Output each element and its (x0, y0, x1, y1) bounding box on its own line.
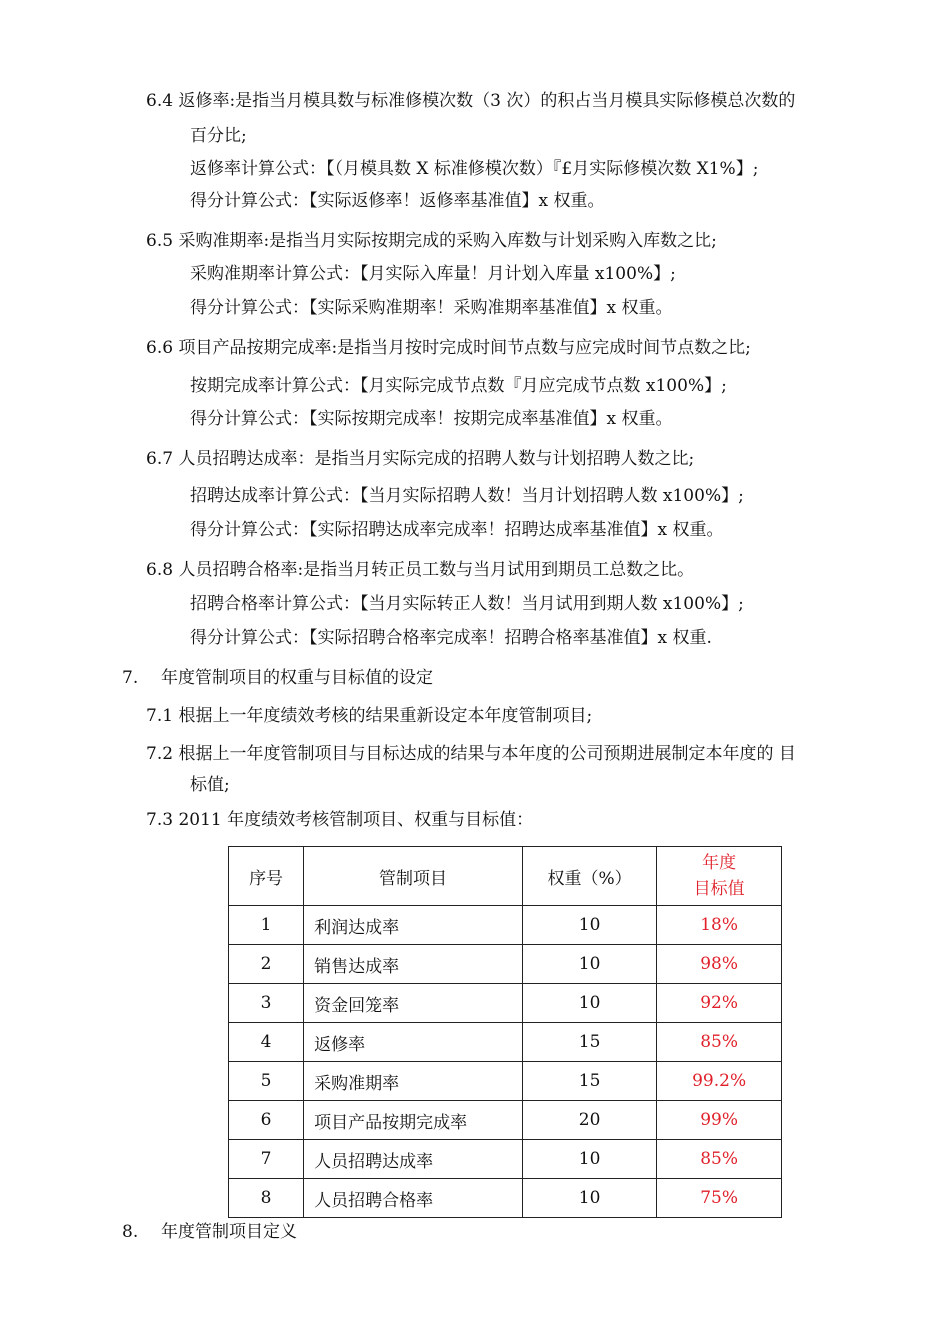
cell-weight: 20 (522, 1101, 656, 1140)
item-6-6: 6.6 项目产品按期完成率:是指当月按时完成时间节点数与应完成时间节点数之比; (146, 338, 751, 358)
item-6-5: 6.5 采购准期率:是指当月实际按期完成的采购入库数与计划采购入库数之比; (146, 231, 717, 251)
header-target-line2: 目标值 (693, 879, 745, 899)
cell-target: 92% (657, 984, 782, 1023)
header-no: 序号 (229, 847, 304, 906)
cell-no: 6 (229, 1101, 304, 1140)
cell-item: 资金回笼率 (304, 984, 523, 1023)
cell-item: 人员招聘合格率 (304, 1179, 523, 1218)
section-7-number: 7. (122, 668, 139, 688)
section-8-title: 年度管制项目定义 (161, 1222, 297, 1242)
cell-item: 人员招聘达成率 (304, 1140, 523, 1179)
cell-weight: 10 (522, 1140, 656, 1179)
header-weight: 权重（%） (522, 847, 656, 906)
cell-weight: 10 (522, 945, 656, 984)
table-row (229, 1101, 782, 1140)
cell-weight: 15 (522, 1023, 656, 1062)
cell-item: 采购准期率 (304, 1062, 523, 1101)
kpi-table (228, 846, 782, 1218)
cell-no: 1 (229, 906, 304, 945)
cell-item: 返修率 (304, 1023, 523, 1062)
cell-no: 7 (229, 1140, 304, 1179)
cell-weight: 10 (522, 1179, 656, 1218)
cell-target: 85% (657, 1023, 782, 1062)
item-7-2-line2: 标值; (190, 775, 230, 795)
section-7-title: 年度管制项目的权重与目标值的设定 (161, 668, 433, 688)
table-row (229, 1023, 782, 1062)
recruit-rate-formula: 招聘达成率计算公式：【当月实际招聘人数！当月计划招聘人数 x100%】; (190, 486, 744, 506)
cell-target: 99.2% (657, 1062, 782, 1101)
cell-target: 99% (657, 1101, 782, 1140)
table-row (229, 945, 782, 984)
item-7-3: 7.3 2011 年度绩效考核管制项目、权重与目标值： (146, 810, 534, 830)
table-row (229, 1179, 782, 1218)
item-7-1: 7.1 根据上一年度绩效考核的结果重新设定本年度管制项目; (146, 706, 593, 726)
header-target-line1: 年度 (702, 853, 737, 873)
table-row (229, 906, 782, 945)
cell-weight: 15 (522, 1062, 656, 1101)
purchase-rate-formula: 采购准期率计算公式：【月实际入库量！月计划入库量 x100%】; (190, 264, 676, 284)
cell-no: 5 (229, 1062, 304, 1101)
cell-target: 18% (657, 906, 782, 945)
cell-target: 85% (657, 1140, 782, 1179)
item-6-8: 6.8 人员招聘合格率:是指当月转正员工数与当月试用到期员工总数之比。 (146, 560, 695, 580)
item-7-2-line1: 7.2 根据上一年度管制项目与目标达成的结果与本年度的公司预期进展制定本年度的 目 (146, 744, 796, 764)
cell-target: 75% (657, 1179, 782, 1218)
cell-item: 销售达成率 (304, 945, 523, 984)
table-row (229, 1062, 782, 1101)
table-row (229, 984, 782, 1023)
repair-rate-formula: 返修率计算公式：【（月模具数 X 标准修模次数）『£月实际修模次数 X1%】; (190, 159, 759, 179)
cell-no: 4 (229, 1023, 304, 1062)
completion-rate-score-formula: 得分计算公式：【实际按期完成率！按期完成率基准值】x 权重。 (190, 409, 673, 429)
cell-no: 2 (229, 945, 304, 984)
recruit-rate-score-formula: 得分计算公式：【实际招聘达成率完成率！招聘达成率基准值】x 权重。 (190, 520, 724, 540)
table-row (229, 1140, 782, 1179)
purchase-rate-score-formula: 得分计算公式：【实际采购准期率！采购准期率基准值】x 权重。 (190, 298, 673, 318)
item-6-4-line1: 6.4 返修率:是指当月模具数与标准修模次数（3 次）的积占当月模具实际修模总次数的 (146, 91, 796, 111)
cell-item: 项目产品按期完成率 (304, 1101, 523, 1140)
item-6-4-line2: 百分比; (190, 126, 247, 146)
cell-weight: 10 (522, 984, 656, 1023)
qualify-rate-score-formula: 得分计算公式：【实际招聘合格率完成率！招聘合格率基准值】x 权重. (190, 628, 712, 648)
cell-weight: 10 (522, 906, 656, 945)
qualify-rate-formula: 招聘合格率计算公式：【当月实际转正人数！当月试用到期人数 x100%】; (190, 594, 744, 614)
cell-item: 利润达成率 (304, 906, 523, 945)
repair-rate-score-formula: 得分计算公式：【实际返修率！返修率基准值】x 权重。 (190, 191, 605, 211)
section-8-number: 8. (122, 1222, 139, 1242)
header-item: 管制项目 (304, 847, 523, 906)
completion-rate-formula: 按期完成率计算公式：【月实际完成节点数『月应完成节点数 x100%】; (190, 376, 727, 396)
table-header-row (229, 847, 782, 906)
cell-no: 3 (229, 984, 304, 1023)
cell-target: 98% (657, 945, 782, 984)
item-6-7: 6.7 人员招聘达成率：是指当月实际完成的招聘人数与计划招聘人数之比; (146, 449, 695, 469)
cell-no: 8 (229, 1179, 304, 1218)
header-target (657, 847, 782, 906)
